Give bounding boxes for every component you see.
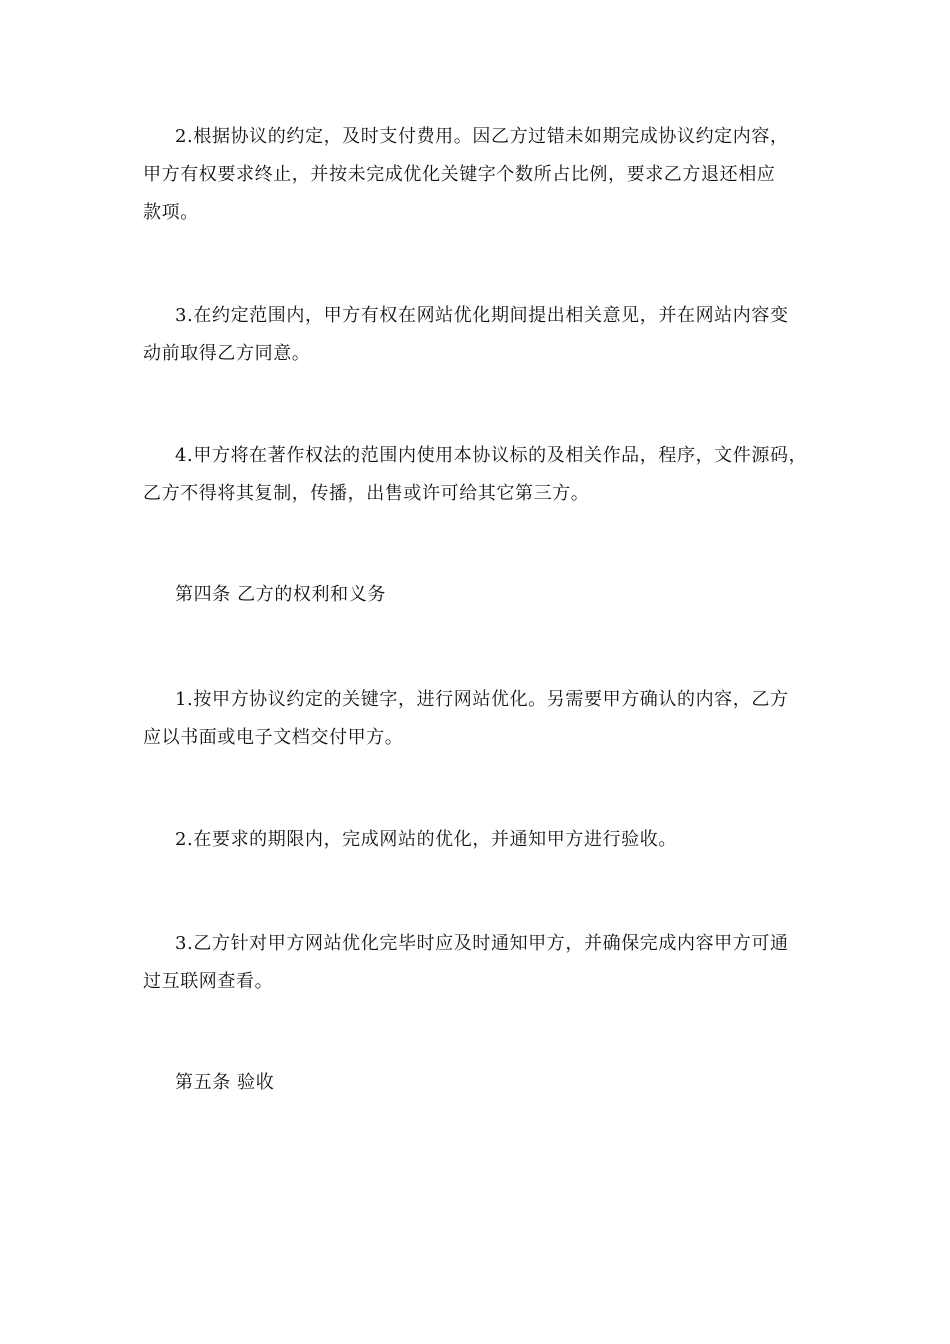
paragraph-line: 2.在要求的期限内，完成网站的优化，并通知甲方进行验收。 [175,829,677,850]
section-heading: 第四条 乙方的权利和义务 [175,584,386,605]
paragraph-line: 动前取得乙方同意。 [143,343,311,364]
paragraph-line: 甲方有权要求终止，并按未完成优化关键字个数所占比例，要求乙方退还相应 [143,164,776,185]
paragraph-party-b-item-1 [143,681,813,757]
paragraph-party-a-item-2 [143,118,813,232]
paragraph-line: 过互联网查看。 [143,971,274,992]
paragraph-party-a-item-4 [143,437,813,513]
article-4-heading [143,576,813,614]
paragraph-line: 款项。 [143,202,199,223]
paragraph-line: 3.在约定范围内，甲方有权在网站优化期间提出相关意见，并在网站内容变 [175,305,789,326]
paragraph-party-b-item-3 [143,925,813,1001]
paragraph-line: 应以书面或电子文档交付甲方。 [143,727,404,748]
paragraph-party-a-item-3 [143,297,813,373]
article-5-heading [143,1064,813,1102]
paragraph-line: 2.根据协议的约定，及时支付费用。因乙方过错未如期完成协议约定内容， [175,126,789,147]
paragraph-line: 1.按甲方协议约定的关键字，进行网站优化。另需要甲方确认的内容，乙方 [175,689,789,710]
paragraph-line: 4.甲方将在著作权法的范围内使用本协议标的及相关作品，程序，文件源码， [175,445,808,466]
paragraph-party-b-item-2 [143,821,813,859]
paragraph-line: 乙方不得将其复制，传播，出售或许可给其它第三方。 [143,483,590,504]
paragraph-line: 3.乙方针对甲方网站优化完毕时应及时通知甲方，并确保完成内容甲方可通 [175,933,789,954]
section-heading: 第五条 验收 [175,1072,275,1093]
